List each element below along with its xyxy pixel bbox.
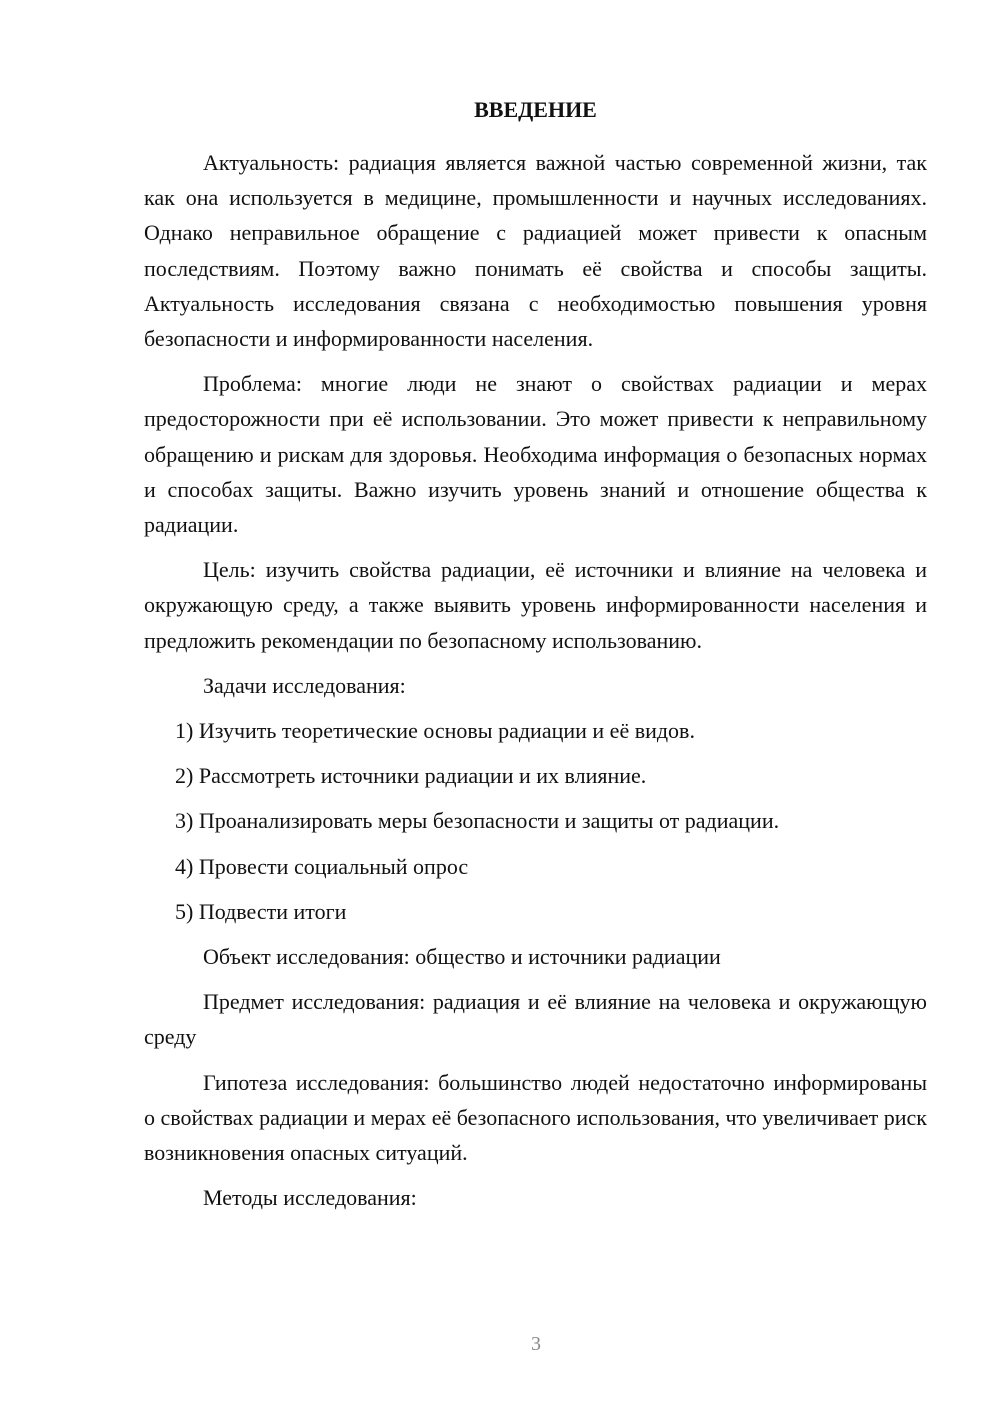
page-content — [144, 92, 927, 1225]
task-list — [144, 713, 927, 929]
section-title: ВВЕДЕНИЕ — [474, 97, 597, 122]
task-text: Проанализировать меры безопасности и защиты от радиации. — [198, 808, 780, 834]
task-item — [144, 803, 927, 838]
task-item — [144, 758, 927, 793]
task-text: Рассмотреть источники радиации и их влияние. — [198, 763, 647, 789]
paragraph-methods-heading: Методы исследования: — [203, 1185, 417, 1211]
task-text: Провести социальный опрос — [198, 853, 469, 879]
paragraph-relevance: Актуальность: радиация является важной частью современной жизни, так как она используется в медицине, промышленности и научных исследованиях. Однако неправильное обращение с радиацией может привести к опасным последствиям. Поэтому важно понимать её свойства и способы защиты. Актуальность исследования связана с необходимостью повышения уровня безопасности и информированности населения. — [144, 150, 927, 352]
task-number: 4) — [175, 853, 194, 879]
task-text: Изучить теоретические основы радиации и её видов. — [198, 718, 695, 744]
paragraph-goal: Цель: изучить свойства радиации, её источники и влияние на человека и окружающую среду, а также выявить уровень информированности населения и предложить рекомендации по безопасному использованию. — [144, 557, 927, 653]
tasks-heading: Задачи исследования: — [203, 672, 406, 698]
paragraph-subject: Предмет исследования: радиация и её влияние на человека и окружающую среду — [144, 989, 927, 1050]
task-number: 3) — [175, 808, 194, 834]
task-item — [144, 894, 927, 929]
task-number: 1) — [175, 718, 194, 744]
task-number: 2) — [175, 763, 194, 789]
task-number: 5) — [175, 898, 194, 924]
page-number: 3 — [531, 1333, 541, 1355]
task-text: Подвести итоги — [198, 898, 347, 924]
paragraph-object: Объект исследования: общество и источники радиации — [203, 944, 721, 970]
task-item — [144, 849, 927, 884]
paragraph-problem: Проблема: многие люди не знают о свойствах радиации и мерах предосторожности при её использовании. Это может привести к неправильному обращению и рискам для здоровья. Необходима информация о безопасных нормах и способах защиты. Важно изучить уровень знаний и отношение общества к радиации. — [144, 371, 927, 538]
task-item — [144, 713, 927, 748]
paragraph-hypothesis: Гипотеза исследования: большинство людей недостаточно информированы о свойствах радиации и мерах её безопасного использования, что увеличивает риск возникновения опасных ситуаций. — [144, 1069, 927, 1166]
